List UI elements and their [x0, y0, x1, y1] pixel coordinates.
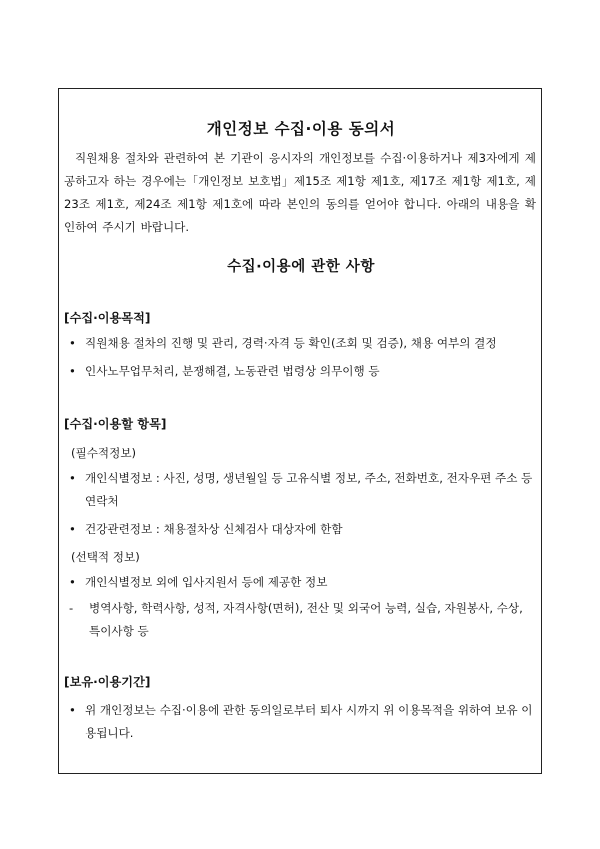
purpose-item-text: 인사노무업무처리, 분쟁해결, 노동관련 법령상 의무이행 등: [85, 364, 380, 378]
section-title: 수집·이용에 관한 사항: [227, 259, 375, 275]
retention-item-text: 위 개인정보는 수집·이용에 관한 동의일로부터 퇴사 시까지 위 이용목적을 위하여 보유 이용됩니다.: [85, 703, 533, 740]
optional-detail-text: 병역사항, 학력사항, 성적, 자격사항(면허), 전산 및 외국어 능력, 실습, 자원봉사, 수상, 특이사항 등: [89, 601, 523, 638]
required-item: [69, 467, 537, 513]
optional-item: [69, 571, 537, 594]
bullet-mark: •: [69, 522, 76, 536]
purpose-item: [69, 332, 537, 355]
consent-form-box: [58, 88, 542, 774]
items-heading: [수집·이용할 항목]: [64, 417, 167, 431]
purpose-heading: [수집·이용목적]: [64, 311, 151, 325]
dash-mark: -: [69, 601, 74, 615]
optional-detail: [69, 597, 537, 643]
retention-heading: [보유·이용기간]: [64, 675, 151, 689]
required-info-label: (필수적정보): [71, 446, 137, 460]
bullet-mark: •: [69, 336, 76, 350]
bullet-mark: •: [69, 471, 76, 485]
bullet-mark: •: [69, 364, 76, 378]
required-item-text: 개인식별정보 : 사진, 성명, 생년월일 등 고유식별 정보, 주소, 전화번호, 전자우편 주소 등 연락처: [85, 471, 533, 508]
intro-paragraph: 직원채용 절차와 관련하여 본 기관이 응시자의 개인정보를 수집·이용하거나 제3자에게 제공하고자 하는 경우에는「개인정보 보호법」제15조 제1항 제1호, 제17조 제1항 제1호, 제23조 제1호, 제24조 제1항 제1호에 따라 본인의 동의를 얻어야 합니다. 아래의 내용을 확인하여 주시기 바랍니다.: [64, 151, 536, 234]
bullet-mark: •: [69, 575, 76, 589]
purpose-item-text: 직원채용 절차의 진행 및 관리, 경력·자격 등 확인(조회 및 검증), 채용 여부의 결정: [85, 336, 497, 350]
required-item: [69, 518, 537, 541]
optional-info-label: (선택적 정보): [71, 550, 140, 564]
retention-item: [69, 699, 537, 745]
document-title: 개인정보 수집·이용 동의서: [206, 120, 396, 138]
required-item-text: 건강관련정보 : 채용절차상 신체검사 대상자에 한함: [85, 522, 343, 536]
bullet-mark: •: [69, 703, 76, 717]
optional-item-text: 개인식별정보 외에 입사지원서 등에 제공한 정보: [85, 575, 328, 589]
purpose-item: [69, 360, 537, 383]
